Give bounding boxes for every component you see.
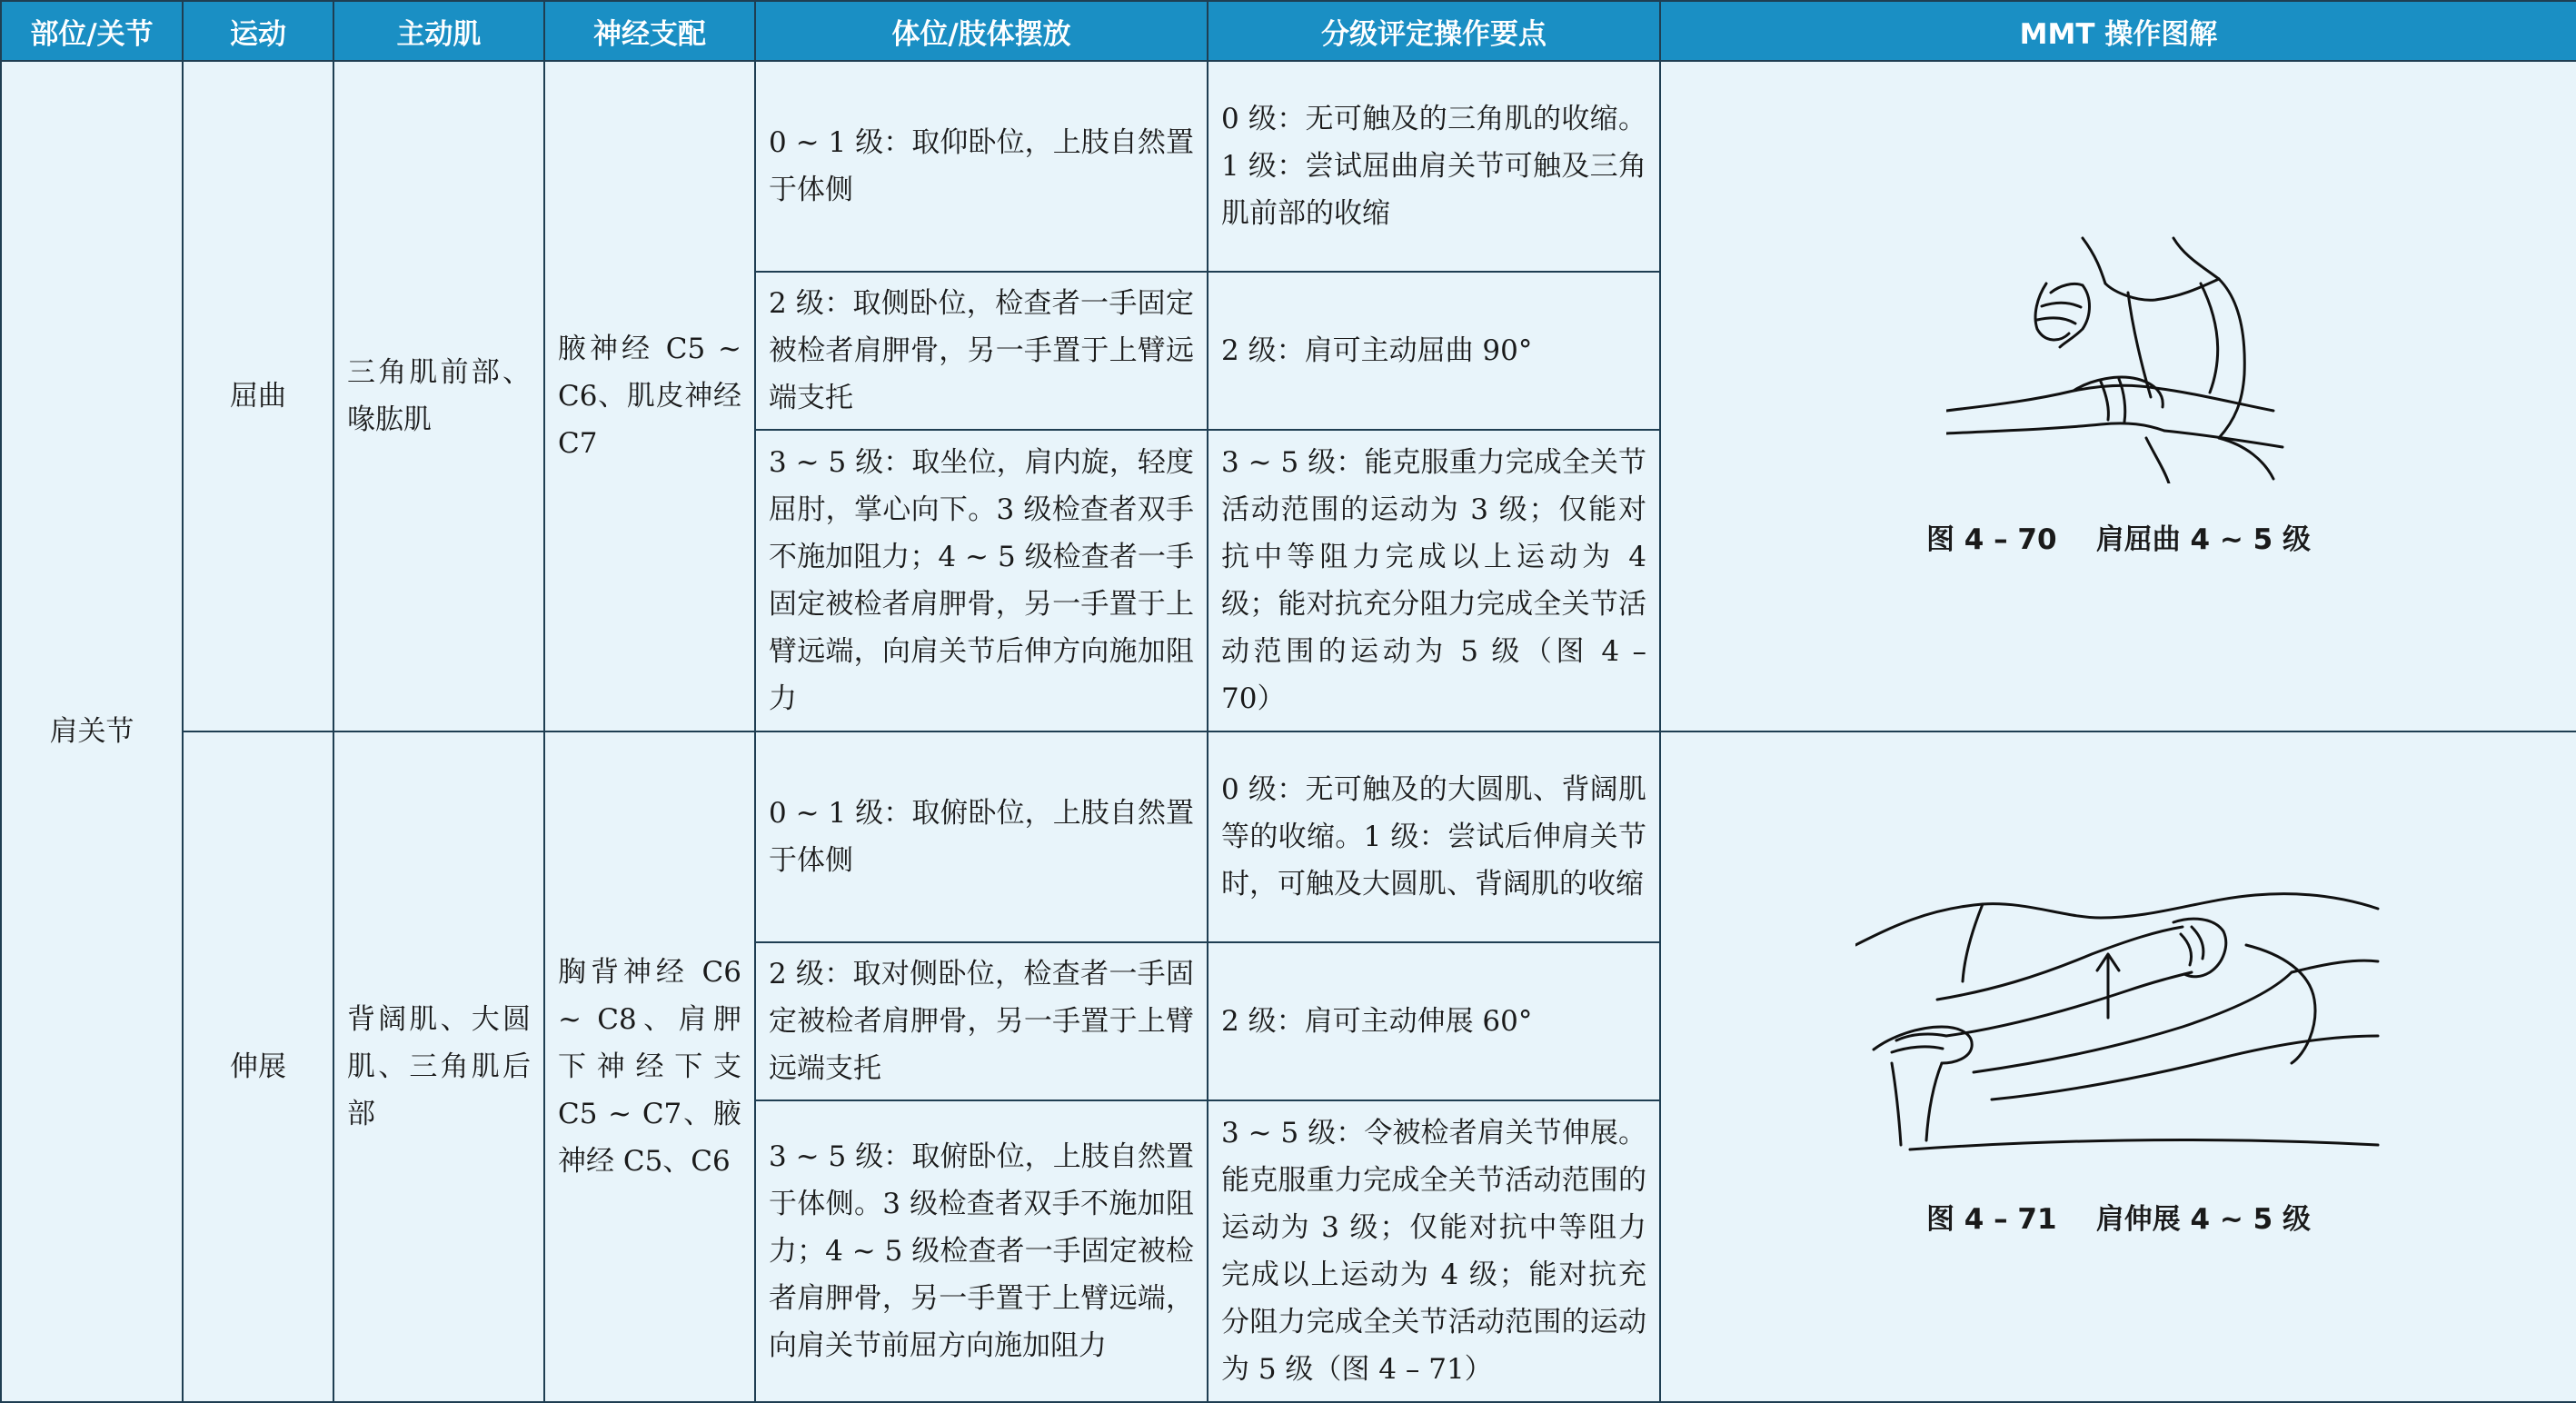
position-cell: 2 级：取侧卧位，检查者一手固定被检者肩胛骨，另一手置于上臂远端支托 <box>755 272 1208 430</box>
joint-cell: 肩关节 <box>1 61 183 1402</box>
header-row <box>1 1 2576 61</box>
nerve-cell: 胸背神经 C6 ~ C8、肩胛下神经下支 C5 ~ C7、腋神经 C5、C6 <box>544 731 755 1402</box>
header-figure: MMT 操作图解 <box>1660 1 2576 61</box>
shoulder-flexion-illustration <box>1946 229 2292 483</box>
figure-cell <box>1660 731 2576 1402</box>
key-points-cell: 0 级：无可触及的大圆肌、背阔肌等的收缩。1 级：尝试后伸肩关节时，可触及大圆肌、背阔肌的收缩 <box>1208 731 1660 942</box>
header-key-points: 分级评定操作要点 <box>1208 1 1660 61</box>
key-points-cell: 3 ~ 5 级：令被检者肩关节伸展。能克服重力完成全关节活动范围的运动为 3 级；仅能对抗中等阻力完成以上运动为 4 级；能对抗充分阻力完成全关节活动范围的运动为 5 级（图 4 – 71） <box>1208 1100 1660 1402</box>
position-cell: 2 级：取对侧卧位，检查者一手固定被检者肩胛骨，另一手置于上臂远端支托 <box>755 942 1208 1100</box>
figure-cell <box>1660 61 2576 731</box>
table-row <box>1 731 2576 942</box>
muscles-cell: 三角肌前部、喙肱肌 <box>333 61 544 731</box>
figure-caption: 图 4 – 71 肩伸展 4 ~ 5 级 <box>1925 1203 2312 1236</box>
table-row <box>1 61 2576 272</box>
motion-cell: 屈曲 <box>183 61 333 731</box>
position-cell: 0 ~ 1 级：取俯卧位，上肢自然置于体侧 <box>755 731 1208 942</box>
key-points-cell: 2 级：肩可主动伸展 60° <box>1208 942 1660 1100</box>
header-nerve: 神经支配 <box>544 1 755 61</box>
position-cell: 3 ~ 5 级：取俯卧位，上肢自然置于体侧。3 级检查者双手不施加阻力；4 ~ 5 级检查者一手固定被检者肩胛骨，另一手置于上臂远端，向肩关节前屈方向施加阻力 <box>755 1100 1208 1402</box>
header-position: 体位/肢体摆放 <box>755 1 1208 61</box>
figure-caption: 图 4 – 70 肩屈曲 4 ~ 5 级 <box>1925 523 2312 556</box>
header-motion: 运动 <box>183 1 333 61</box>
header-joint: 部位/关节 <box>1 1 183 61</box>
position-cell: 3 ~ 5 级：取坐位，肩内旋，轻度屈肘，掌心向下。3 级检查者双手不施加阻力；4 ~ 5 级检查者一手固定被检者肩胛骨，另一手置于上臂远端，向肩关节后伸方向施加阻力 <box>755 430 1208 731</box>
nerve-cell: 腋神经 C5 ~ C6、肌皮神经 C7 <box>544 61 755 731</box>
key-points-cell: 3 ~ 5 级：能克服重力完成全关节活动范围的运动为 3 级；仅能对抗中等阻力完成以上运动为 4 级；能对抗充分阻力完成全关节活动范围的运动为 5 级（图 4 – 70） <box>1208 430 1660 731</box>
key-points-cell: 0 级：无可触及的三角肌的收缩。1 级：尝试屈曲肩关节可触及三角肌前部的收缩 <box>1208 61 1660 272</box>
key-points-cell: 2 级：肩可主动屈曲 90° <box>1208 272 1660 430</box>
position-cell: 0 ~ 1 级：取仰卧位，上肢自然置于体侧 <box>755 61 1208 272</box>
shoulder-extension-illustration <box>1855 891 2382 1163</box>
muscles-cell: 背阔肌、大圆肌、三角肌后部 <box>333 731 544 1402</box>
header-muscles: 主动肌 <box>333 1 544 61</box>
motion-cell: 伸展 <box>183 731 333 1402</box>
